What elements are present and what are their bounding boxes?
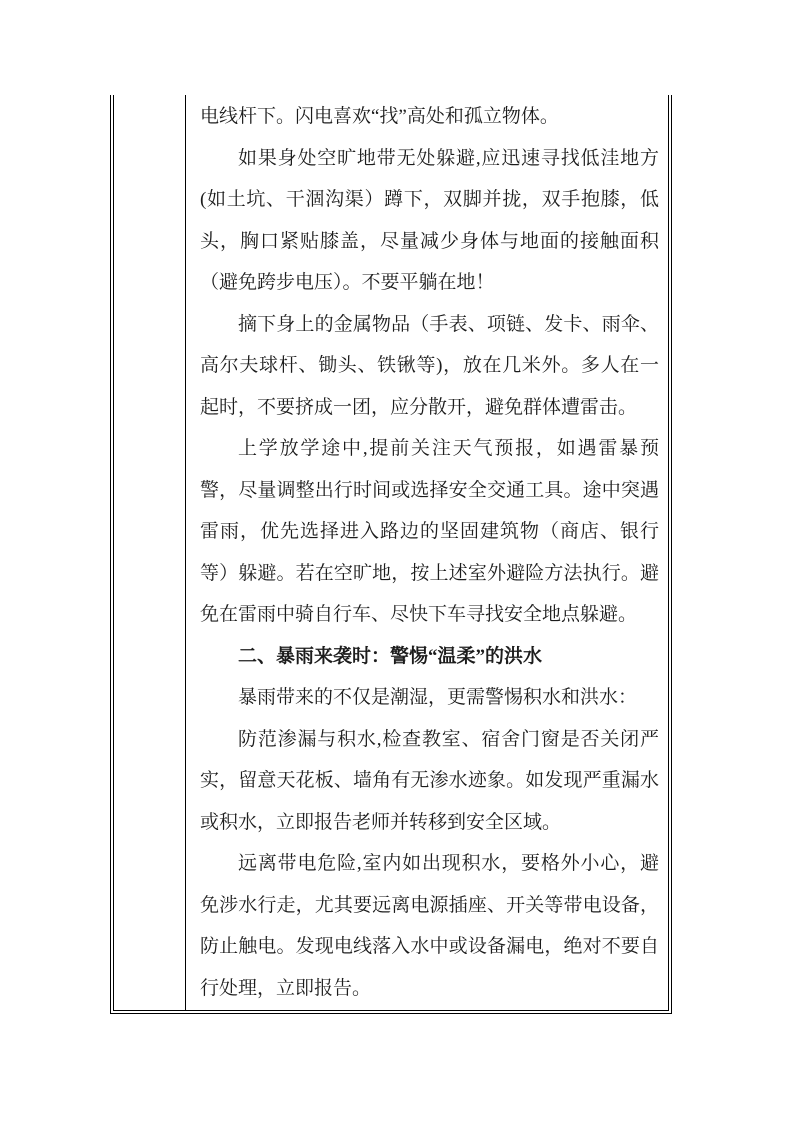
section-heading: 二、暴雨来袭时：警惕“温柔”的洪水: [238, 645, 543, 667]
table-text-cell: [186, 95, 668, 1010]
table-left-cell: [114, 95, 186, 1010]
body-paragraph: 远离带电危险,室内如出现积水，要格外小心，避免涉水行走，尤其要远离电源插座、开关等带电设备，防止触电。发现电线落入水中或设备漏电，绝对不要自行处理，立即报告。: [200, 853, 659, 999]
body-paragraph: 上学放学途中,提前关注天气预报，如遇雷暴预警，尽量调整出行时间或选择安全交通工具。途中突遇雷雨，优先选择进入路边的坚固建筑物（商店、银行等）躲避。若在空旷地，按上述室外避险方法执行。避免在雷雨中骑自行车、尽快下车寻找安全地点躲避。: [200, 438, 659, 625]
body-paragraph: 防范渗漏与积水,检查教室、宿舍门窗是否关闭严实，留意天花板、墙角有无渗水迹象。如发现严重漏水或积水，立即报告老师并转移到安全区域。: [200, 728, 659, 833]
body-paragraph: 暴雨带来的不仅是潮湿，更需警惕积水和洪水：: [238, 687, 638, 708]
body-paragraph: 摘下身上的金属物品（手表、项链、发卡、雨伞、高尔夫球杆、锄头、铁锹等)，放在几米外。多人在一起时，不要挤成一团，应分散开，避免群体遭雷击。: [200, 313, 659, 418]
safety-guide-table: [110, 95, 672, 1014]
body-paragraph: 电线杆下。闪电喜欢“找”高处和孤立物体。: [200, 106, 559, 127]
body-paragraph: 如果身处空旷地带无处躲避,应迅速寻找低洼地方(如土坑、干涸沟渠）蹲下，双脚并拢，双手抱膝，低头，胸口紧贴膝盖，尽量减少身体与地面的接触面积（避免跨步电压）。不要平躺在地！: [200, 147, 659, 293]
